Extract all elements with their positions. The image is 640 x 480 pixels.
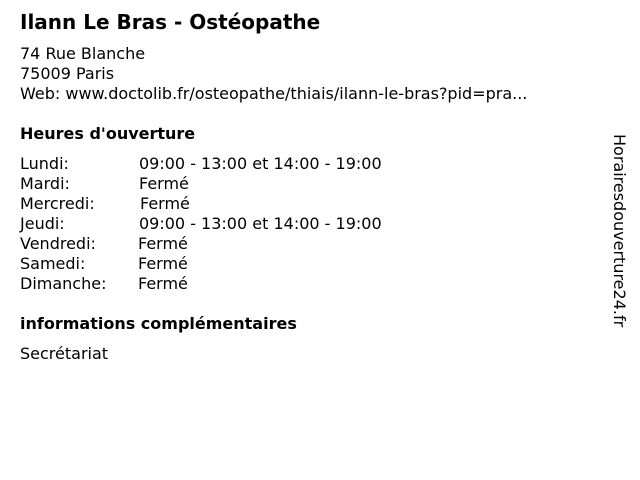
business-title: Ilann Le Bras - Ostéopathe: [20, 10, 321, 34]
hours-row-saturday: [20, 254, 460, 274]
hours-day: Jeudi:: [20, 214, 65, 233]
address-city: 75009 Paris: [20, 64, 115, 83]
hours-row-sunday: [20, 274, 460, 294]
additional-info-text: Secrétariat: [20, 344, 109, 363]
hours-time: Fermé: [138, 234, 188, 253]
hours-time: 09:00 - 13:00 et 14:00 - 19:00: [139, 154, 382, 173]
hours-row-monday: [20, 154, 460, 174]
additional-info-heading: informations complémentaires: [20, 314, 297, 333]
site-watermark: [611, 134, 635, 344]
hours-time: Fermé: [138, 254, 188, 273]
address-street: 74 Rue Blanche: [20, 44, 146, 63]
hours-time: Fermé: [138, 274, 188, 293]
hours-row-wednesday: [20, 194, 460, 214]
business-address: [20, 44, 527, 104]
hours-time: Fermé: [139, 174, 189, 193]
hours-time: 09:00 - 13:00 et 14:00 - 19:00: [139, 214, 382, 233]
hours-day: Samedi:: [20, 254, 86, 273]
hours-time: Fermé: [140, 194, 190, 213]
hours-row-friday: [20, 234, 460, 254]
hours-day: Dimanche:: [20, 274, 107, 293]
opening-hours-table: [20, 154, 460, 294]
opening-hours-heading: Heures d'ouverture: [20, 124, 196, 143]
hours-day: Vendredi:: [20, 234, 96, 253]
hours-day: Mardi:: [20, 174, 70, 193]
hours-day: Lundi:: [20, 154, 69, 173]
hours-day: Mercredi:: [20, 194, 95, 213]
watermark-text: Horairesdouverture24.fr: [610, 134, 629, 328]
hours-row-tuesday: [20, 174, 460, 194]
website-link[interactable]: Web: www.doctolib.fr/osteopathe/thiais/ilann-le-bras?pid=pra...: [20, 84, 528, 103]
hours-row-thursday: [20, 214, 460, 234]
